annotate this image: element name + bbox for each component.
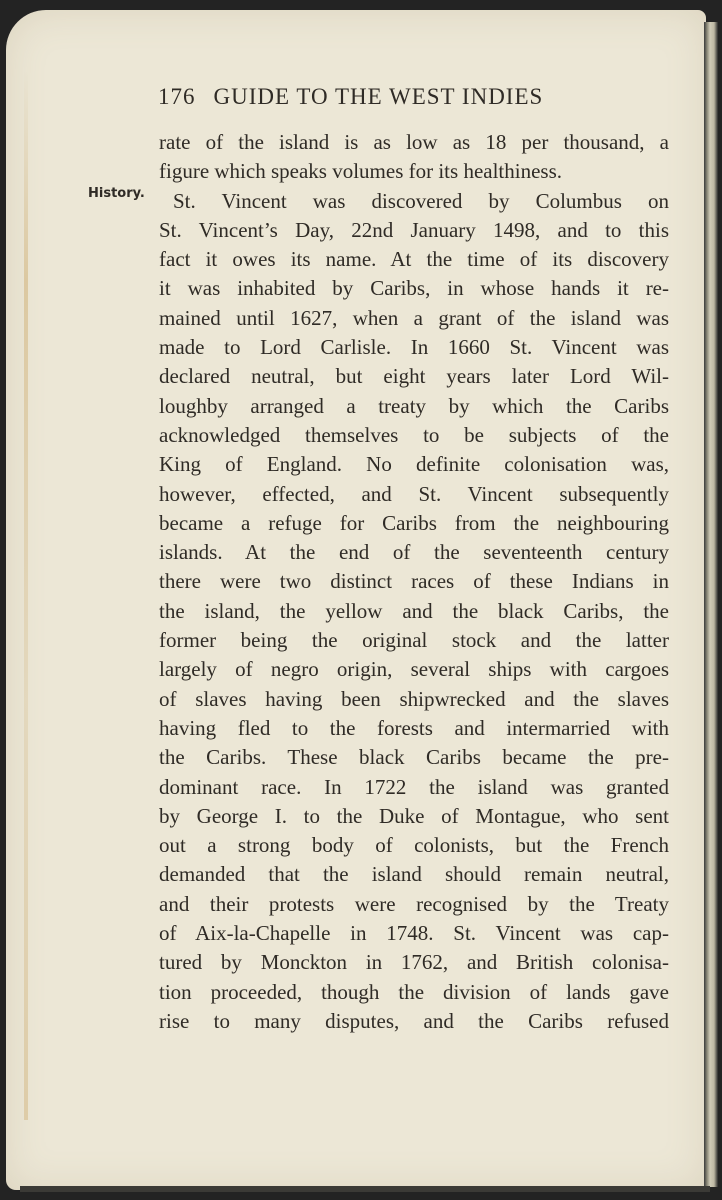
text-line: tion proceeded, though the division of lands gave (159, 979, 669, 1004)
text-line: and their protests were recognised by the Treaty (159, 891, 669, 916)
text-line: tured by Monckton in 1762, and British colonisa- (159, 950, 669, 975)
text-line: dominant race. In 1722 the island was granted (159, 774, 669, 799)
text-line: having fled to the forests and intermarried with (159, 715, 669, 740)
text-line: became a refuge for Caribs from the neighbouring (159, 510, 669, 535)
page-number: 176 (158, 84, 196, 109)
text-line: islands. At the end of the seventeenth century (159, 540, 669, 565)
book-binding-edge (704, 22, 718, 1187)
body-text (159, 128, 669, 1036)
text-line: King of England. No definite colonisation was, (159, 452, 669, 477)
text-line: it was inhabited by Caribs, in whose hands it re- (159, 276, 669, 301)
text-line: fact it owes its name. At the time of its discovery (159, 247, 669, 272)
text-line: figure which speaks volumes for its healthiness. (159, 159, 562, 184)
text-line: rise to many disputes, and the Caribs refused (159, 1008, 669, 1033)
page-edge-foxing (24, 70, 28, 1120)
page-bottom-shadow (20, 1186, 710, 1192)
text-line: however, effected, and St. Vincent subsequently (159, 481, 669, 506)
text-line: acknowledged themselves to be subjects of the (159, 422, 669, 447)
running-title: GUIDE TO THE WEST INDIES (213, 84, 544, 109)
text-line: declared neutral, but eight years later Lord Wil- (159, 364, 669, 389)
text-line: there were two distinct races of these Indians in (159, 569, 669, 594)
margin-note-history: History. (88, 186, 145, 201)
text-line: loughby arranged a treaty by which the Caribs (159, 393, 669, 418)
text-line: made to Lord Carlisle. In 1660 St. Vincent was (159, 335, 669, 360)
text-line: the Caribs. These black Caribs became the pre- (159, 745, 669, 770)
text-line: of Aix-la-Chapelle in 1748. St. Vincent was cap- (159, 921, 669, 946)
text-line: out a strong body of colonists, but the French (159, 833, 669, 858)
text-line: St. Vincent’s Day, 22nd January 1498, and to this (159, 217, 669, 242)
text-line: rate of the island is as low as 18 per thousand, a (159, 130, 669, 154)
text-line: St. Vincent was discovered by Columbus on (173, 188, 669, 213)
text-line: largely of negro origin, several ships with cargoes (159, 657, 669, 682)
text-line: of slaves having been shipwrecked and the slaves (159, 686, 669, 711)
text-line: by George I. to the Duke of Montague, who sent (159, 803, 669, 828)
text-line: the island, the yellow and the black Caribs, the (159, 598, 669, 623)
text-line: mained until 1627, when a grant of the island was (159, 305, 669, 330)
text-line: former being the original stock and the latter (159, 628, 669, 653)
running-header (158, 84, 638, 110)
text-line: demanded that the island should remain neutral, (159, 862, 669, 887)
